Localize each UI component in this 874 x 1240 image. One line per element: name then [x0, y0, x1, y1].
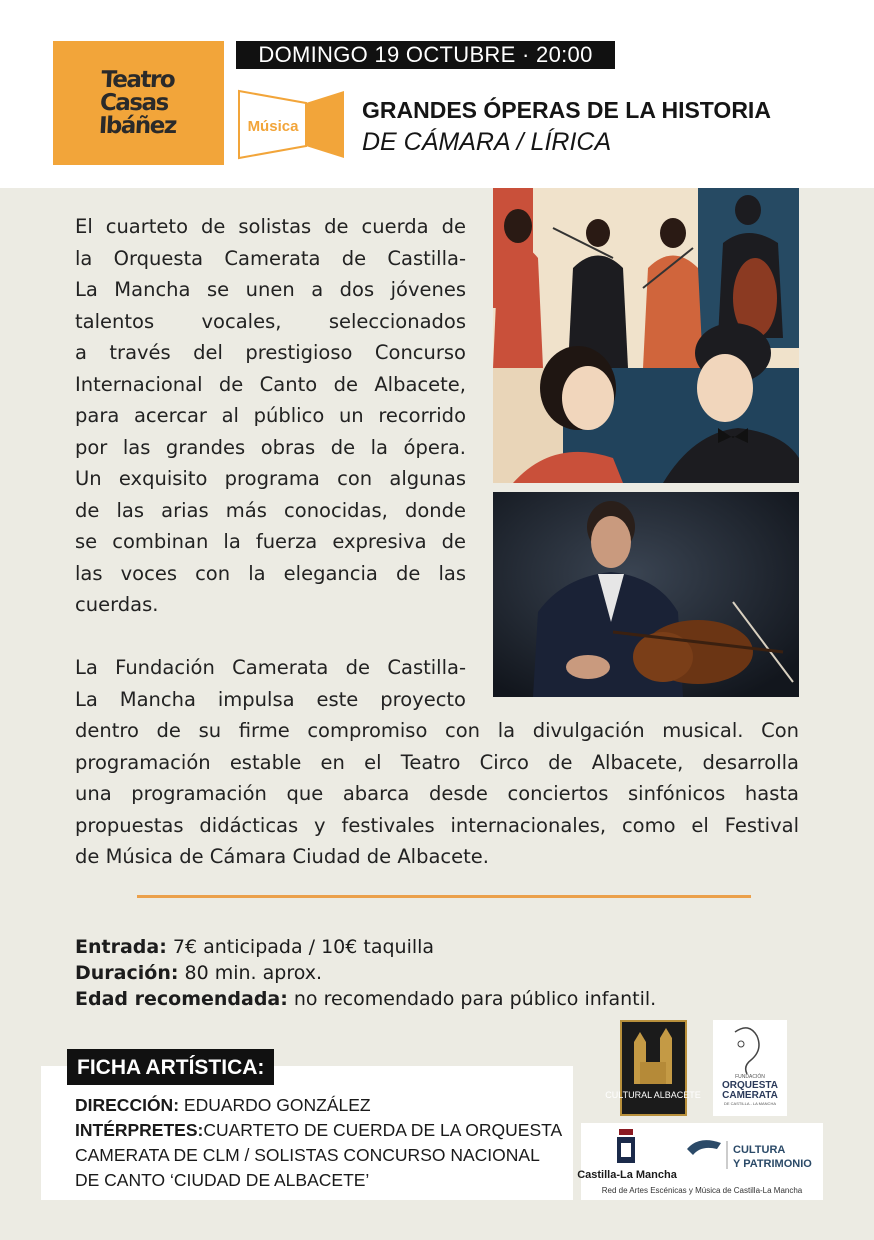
edad-label: Edad recomendada:: [75, 988, 288, 1010]
camerata-logo: [713, 1020, 787, 1116]
event-info: [75, 934, 656, 1012]
cultura-line-2: Y PATRIMONIO: [733, 1158, 812, 1170]
description-line: programación estable en el Teatro Circo de Albacete, desarrolla: [75, 750, 799, 774]
description-line: de Música de Cámara Ciudad de Albacete.: [75, 845, 489, 868]
description-line: Un exquisito programa con algunas: [75, 467, 466, 490]
section-divider: [137, 895, 751, 898]
interpretes-value-1: CUARTETO DE CUERDA DE LA ORQUESTA: [203, 1120, 563, 1140]
camerata-sub: DE CASTILLA - LA MANCHA: [723, 1101, 777, 1106]
description-line: El cuarteto de solistas de cuerda de: [75, 215, 466, 238]
duracion-label: Duración:: [75, 962, 179, 984]
event-title: GRANDES ÓPERAS DE LA HISTORIA: [362, 97, 771, 123]
entrada-value: 7€ anticipada / 10€ taquilla: [166, 936, 435, 958]
description-line: de las arias más conocidas, donde: [75, 498, 466, 522]
camerata-fundacion-text: FUNDACIÓN: [735, 1074, 765, 1080]
interpretes-label: INTÉRPRETES:: [75, 1120, 204, 1140]
event-date: DOMINGO 19 OCTUBRE · 20:00: [236, 41, 615, 69]
description-line: la Orquesta Camerata de Castilla-: [75, 246, 466, 270]
direccion-label: DIRECCIÓN:: [75, 1095, 180, 1115]
duracion-value: 80 min. aprox.: [178, 962, 323, 984]
duracion-row: [75, 960, 656, 986]
edad-value: no recomendado para público infantil.: [287, 988, 657, 1010]
description-line: La Mancha se unen a dos jóvenes: [75, 278, 466, 301]
description-line: dentro de su firme compromiso con la divulgación musical. Con: [75, 719, 799, 742]
cultura-line-1: CULTURA: [733, 1144, 786, 1156]
opera-illustration: [493, 188, 799, 483]
red-artes-text: Red de Artes Escénicas y Música de Castilla-La Mancha: [601, 1186, 803, 1195]
interpretes-row: [75, 1118, 562, 1143]
description-line: La Fundación Camerata de Castilla-: [75, 656, 466, 679]
direccion-value: EDUARDO GONZÁLEZ: [179, 1095, 371, 1115]
description-line: Internacional de Canto de Albacete,: [75, 372, 466, 396]
description-line: propuestas didácticas y festivales internacionales, como el Festival: [75, 813, 799, 837]
cellist-photo: [493, 492, 799, 697]
cultural-albacete-text: CULTURAL ALBACETE: [605, 1090, 701, 1100]
description-line: por las grandes obras de la ópera.: [75, 435, 466, 459]
description-line: La Mancha impulsa este proyecto: [75, 687, 466, 711]
ficha-artistica-text: [75, 1093, 562, 1193]
description-line: a través del prestigioso Concurso: [75, 341, 466, 364]
clm-name: Castilla-La Mancha: [577, 1169, 677, 1181]
description-line: talentos vocales, seleccionados: [75, 309, 466, 333]
description-line: para acercar al público un recorrido: [75, 404, 466, 427]
event-subtitle: DE CÁMARA / LÍRICA: [362, 128, 612, 156]
entrada-row: [75, 934, 656, 960]
musica-label: Música: [247, 118, 299, 135]
musica-category-icon: [238, 90, 346, 160]
description-line: cuerdas.: [75, 593, 159, 616]
teatro-logo-text: Teatro Casas Ibáñez: [98, 66, 177, 139]
ficha-artistica-title: FICHA ARTÍSTICA:: [67, 1049, 274, 1085]
interpretes-value-3: DE CANTO ‘CIUDAD DE ALBACETE’: [75, 1170, 370, 1190]
description-line: una programación que abarca desde conciertos sinfónicos hasta: [75, 782, 799, 805]
direccion-row: [75, 1093, 562, 1118]
edad-row: [75, 986, 656, 1012]
entrada-label: Entrada:: [75, 936, 167, 958]
description-line: se combinan la fuerza expresiva de: [75, 530, 466, 553]
camerata-name-2: CAMERATA: [722, 1090, 778, 1101]
cultural-albacete-logo: [605, 1020, 701, 1116]
castilla-la-mancha-logo: [577, 1123, 823, 1200]
description-line: las voces con la elegancia de las: [75, 561, 466, 585]
teatro-logo: [53, 41, 224, 165]
interpretes-value-2: CAMERATA DE CLM / SOLISTAS CONCURSO NACIONAL: [75, 1145, 540, 1165]
camerata-name-1: ORQUESTA: [722, 1080, 778, 1091]
